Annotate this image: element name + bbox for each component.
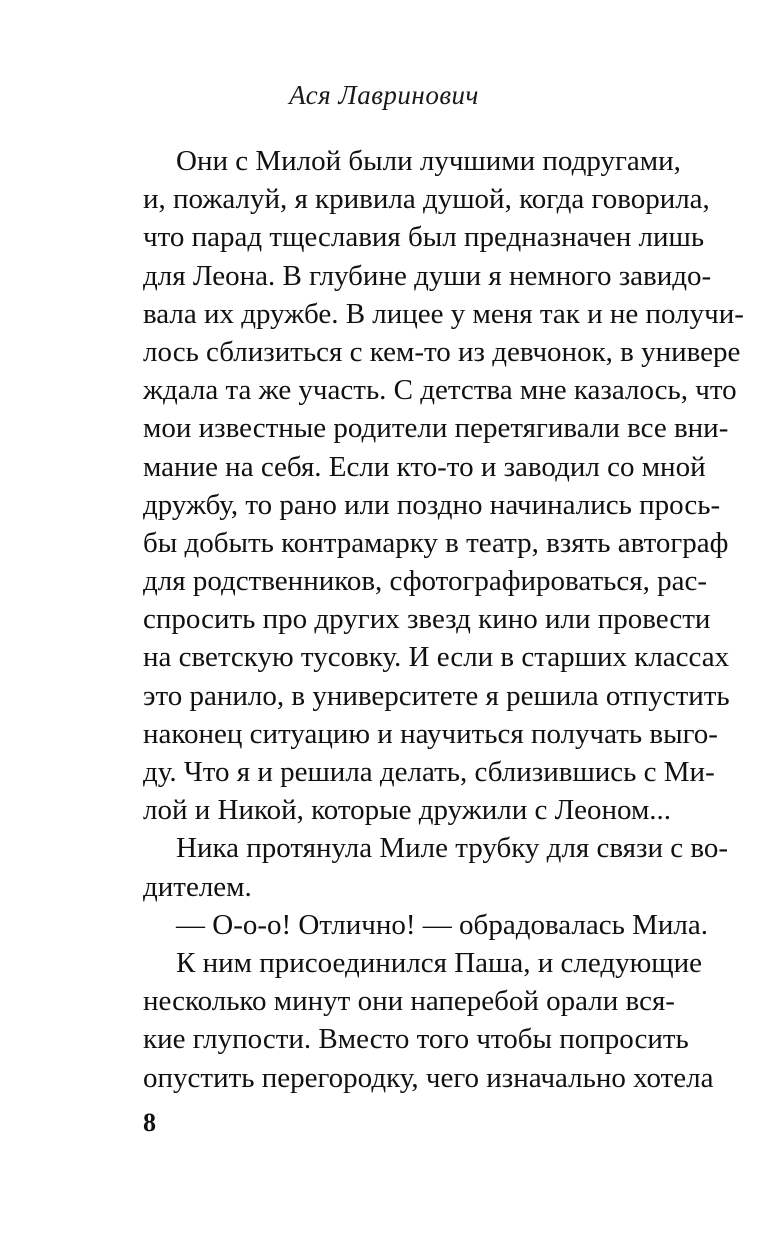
text-line: и, пожалуй, я кривила душой, когда говорила, [143, 183, 710, 216]
text-line: что парад тщеславия был предназначен лишь [143, 221, 705, 254]
text-line: лось сблизиться с кем-то из девчонок, в универе [143, 335, 741, 368]
running-header-author: Ася Лавринович [289, 80, 479, 110]
text-line: вала их дружбе. В лицее у меня так и не получи- [143, 297, 744, 330]
text-line: дружбу, то рано или поздно начинались прось- [143, 488, 721, 521]
text-line: мание на себя. Если кто-то и заводил со мной [143, 450, 706, 483]
body-text [143, 142, 744, 1097]
text-line: ждала та же участь. С детства мне казалось, что [143, 374, 737, 407]
text-line: лой и Никой, которые дружили с Леоном... [143, 794, 672, 827]
text-line: для Леона. В глубине души я немного завидо- [143, 259, 712, 292]
page-number: 8 [143, 1108, 156, 1137]
text-line: ду. Что я и решила делать, сблизившись с Ми- [143, 756, 715, 788]
text-line: опустить перегородку, чего изначально хотела [143, 1061, 714, 1094]
text-line: бы добыть контрамарку в театр, взять автограф [143, 526, 729, 559]
text-line: дителем. [143, 870, 252, 903]
dialogue-line: — О-о-о! Отлично! — обрадовалась Мила. [176, 908, 708, 941]
text-line: это ранило, в университете я решила отпустить [143, 679, 730, 712]
text-line: мои известные родители перетягивали все вни- [143, 412, 729, 445]
text-line: несколько минут они наперебой орали вся- [143, 985, 675, 1018]
text-line: на светскую тусовку. И если в старших классах [143, 641, 730, 674]
text-line: кие глупости. Вместо того чтобы попросить [143, 1023, 689, 1056]
text-line: К ним присоединился Паша, и следующие [176, 946, 702, 979]
text-line: Ника протянула Миле трубку для связи с во- [176, 832, 729, 865]
text-line: наконец ситуацию и научиться получать выго- [143, 717, 718, 750]
text-line: Они с Милой были лучшими подругами, [176, 145, 681, 177]
text-line: спросить про других звезд кино или провести [143, 603, 711, 636]
text-line: для родственников, сфотографироваться, рас- [143, 565, 707, 598]
